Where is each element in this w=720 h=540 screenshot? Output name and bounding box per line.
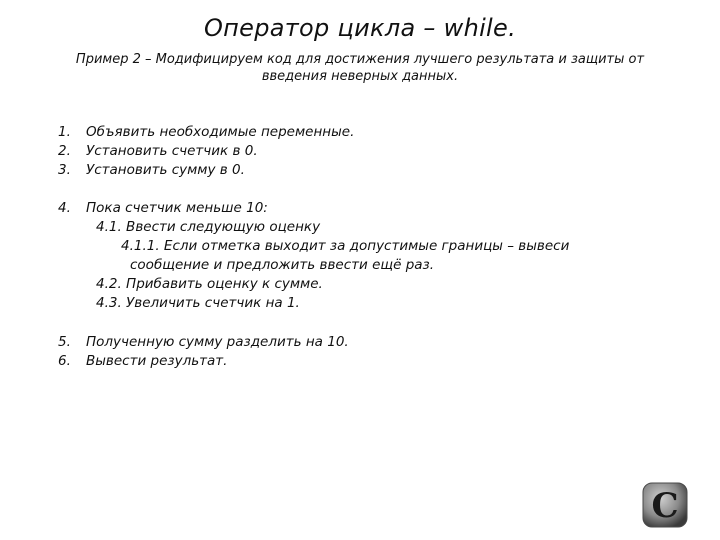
list-item-number: 4. [58,200,71,216]
list-item-number: 5. [58,334,71,350]
subtitle-line-2: введения неверных данных. [261,69,459,84]
sub-item-4-1-1: 4.1.1. Если отметка выходит за допустимые границы – вывеси [121,238,570,254]
list-item-number: 3. [58,162,71,178]
list-item-number: 1. [58,124,71,140]
c-logo-icon [640,480,690,530]
subtitle-line-1: Пример 2 – Модифицируем код для достижения лучшего результата и защиты от [75,52,645,67]
slide-subtitle [30,51,690,85]
sub-item-4-3: 4.3. Увеличить счетчик на 1. [96,295,300,311]
list-item-text: Установить сумму в 0. [86,162,245,178]
list-item-text: Вывести результат. [86,353,228,369]
c-logo-graphic [640,480,690,530]
list-item-number: 2. [58,143,71,159]
slide-title: Оператор цикла – while. [203,14,517,42]
logo-letter: C [651,486,679,526]
list-item-text: Полученную сумму разделить на 10. [86,334,349,350]
list-item-text: Объявить необходимые переменные. [86,124,355,140]
sub-item-4-2: 4.2. Прибавить оценку к сумме. [96,276,323,292]
sub-item-4-1: 4.1. Ввести следующую оценку [96,219,321,235]
list-item-text: Пока счетчик меньше 10: [86,200,268,216]
list-item-text: Установить счетчик в 0. [86,143,258,159]
sub-item-4-1-1-continued: сообщение и предложить ввести ещё раз. [130,257,435,273]
list-item-number: 6. [58,353,71,369]
